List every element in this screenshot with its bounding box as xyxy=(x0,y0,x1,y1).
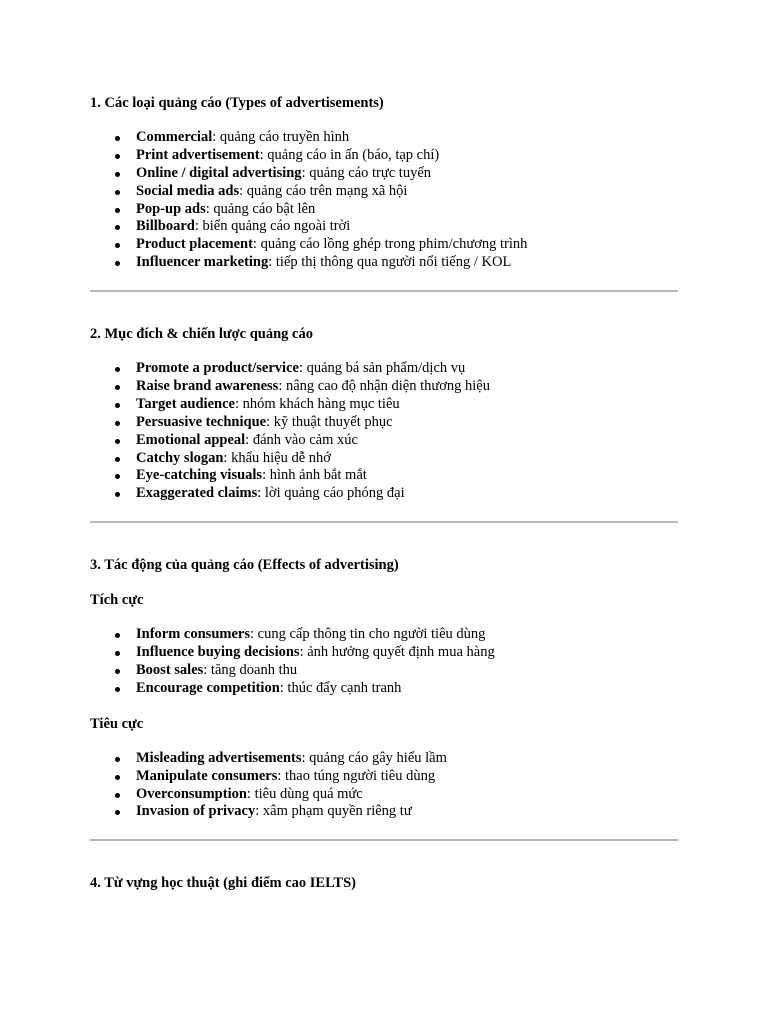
definition: : nhóm khách hàng mục tiêu xyxy=(234,395,400,412)
definition: : tiêu dùng quá mức xyxy=(246,785,363,802)
positive-effects-list xyxy=(90,626,678,698)
list-item xyxy=(136,129,678,147)
section-heading-academic-vocab: 4. Từ vựng học thuật (ghi điểm cao IELTS) xyxy=(90,875,356,892)
term: Print advertisement xyxy=(136,146,260,163)
list-item xyxy=(136,786,678,804)
list-item xyxy=(136,662,678,680)
list-item xyxy=(136,360,678,378)
definition: : kỹ thuật thuyết phục xyxy=(266,413,393,430)
definition: : thúc đẩy cạnh tranh xyxy=(279,679,402,696)
section-heading-purpose: 2. Mục đích & chiến lược quảng cáo xyxy=(90,326,313,343)
section-heading-types: 1. Các loại quảng cáo (Types of advertisements) xyxy=(90,95,384,111)
definition: : quảng cáo lồng ghép trong phim/chương trình xyxy=(252,236,528,253)
list-item xyxy=(136,147,678,165)
list-item xyxy=(136,396,678,414)
list-item xyxy=(136,467,678,485)
purpose-list xyxy=(90,360,678,503)
term: Raise brand awareness xyxy=(136,378,279,395)
term: Manipulate consumers xyxy=(136,767,278,784)
list-item xyxy=(136,183,678,201)
definition: : quảng cáo in ấn (báo, tạp chí) xyxy=(259,146,440,163)
term: Misleading advertisements xyxy=(136,749,302,766)
term: Promote a product/service xyxy=(136,360,299,377)
list-item xyxy=(136,432,678,450)
definition: : quảng cáo trực tuyến xyxy=(301,164,432,181)
list-item xyxy=(136,236,678,254)
term: Influence buying decisions xyxy=(136,644,300,661)
list-item xyxy=(136,254,678,272)
list-item xyxy=(136,218,678,236)
definition: : tăng doanh thu xyxy=(203,662,298,679)
term: Eye-catching visuals xyxy=(136,467,263,484)
definition: : quảng cáo gây hiểu lầm xyxy=(301,749,447,766)
definition: : biển quảng cáo ngoài trời xyxy=(194,218,351,235)
negative-effects-list xyxy=(90,750,678,822)
term: Encourage competition xyxy=(136,679,280,696)
list-item xyxy=(136,485,678,503)
sub-heading-negative: Tiêu cực xyxy=(90,715,144,732)
list-item xyxy=(136,750,678,768)
term: Invasion of privacy xyxy=(136,803,256,820)
term: Pop-up ads xyxy=(136,200,206,217)
definition: : thao túng người tiêu dùng xyxy=(277,767,436,784)
section-divider xyxy=(90,290,678,292)
definition: : cung cấp thông tin cho người tiêu dùng xyxy=(249,626,486,643)
term: Exaggerated claims xyxy=(136,485,258,502)
term: Online / digital advertising xyxy=(136,164,302,181)
definition: : hình ảnh bắt mắt xyxy=(262,467,367,484)
section-divider xyxy=(90,521,678,523)
section-heading-effects: 3. Tác động của quảng cáo (Effects of advertising) xyxy=(90,557,399,574)
definition: : quảng cáo trên mạng xã hội xyxy=(239,182,408,199)
list-item xyxy=(136,201,678,219)
definition: : nâng cao độ nhận diện thương hiệu xyxy=(278,378,490,395)
definition: : quảng bá sản phẩm/dịch vụ xyxy=(298,360,466,377)
definition: : quảng cáo bật lên xyxy=(205,200,316,217)
definition: : đánh vào cảm xúc xyxy=(245,431,358,448)
list-item xyxy=(136,414,678,432)
term: Persuasive technique xyxy=(136,413,267,430)
term: Catchy slogan xyxy=(136,449,224,466)
term: Emotional appeal xyxy=(136,431,246,448)
sub-heading-positive: Tích cực xyxy=(90,592,144,609)
term: Billboard xyxy=(136,218,195,235)
term: Boost sales xyxy=(136,662,204,679)
list-item xyxy=(136,626,678,644)
list-item xyxy=(136,768,678,786)
term: Commercial xyxy=(136,129,213,145)
term: Overconsumption xyxy=(136,785,247,802)
types-list xyxy=(90,129,678,272)
list-item xyxy=(136,165,678,183)
list-item xyxy=(136,680,678,698)
definition: : xâm phạm quyền riêng tư xyxy=(255,803,412,820)
list-item xyxy=(136,378,678,396)
term: Target audience xyxy=(136,395,235,412)
list-item xyxy=(136,803,678,821)
term: Product placement xyxy=(136,236,253,253)
term: Social media ads xyxy=(136,182,240,199)
definition: : quảng cáo truyền hình xyxy=(212,129,350,145)
definition: : khẩu hiệu dễ nhớ xyxy=(223,449,331,466)
term: Inform consumers xyxy=(136,626,250,643)
section-divider xyxy=(90,839,678,841)
definition: : ảnh hưởng quyết định mua hàng xyxy=(299,644,495,661)
list-item xyxy=(136,450,678,468)
term: Influencer marketing xyxy=(136,254,269,271)
definition: : lời quảng cáo phóng đại xyxy=(257,485,405,502)
definition: : tiếp thị thông qua người nổi tiếng / KOL xyxy=(268,254,512,271)
list-item xyxy=(136,644,678,662)
